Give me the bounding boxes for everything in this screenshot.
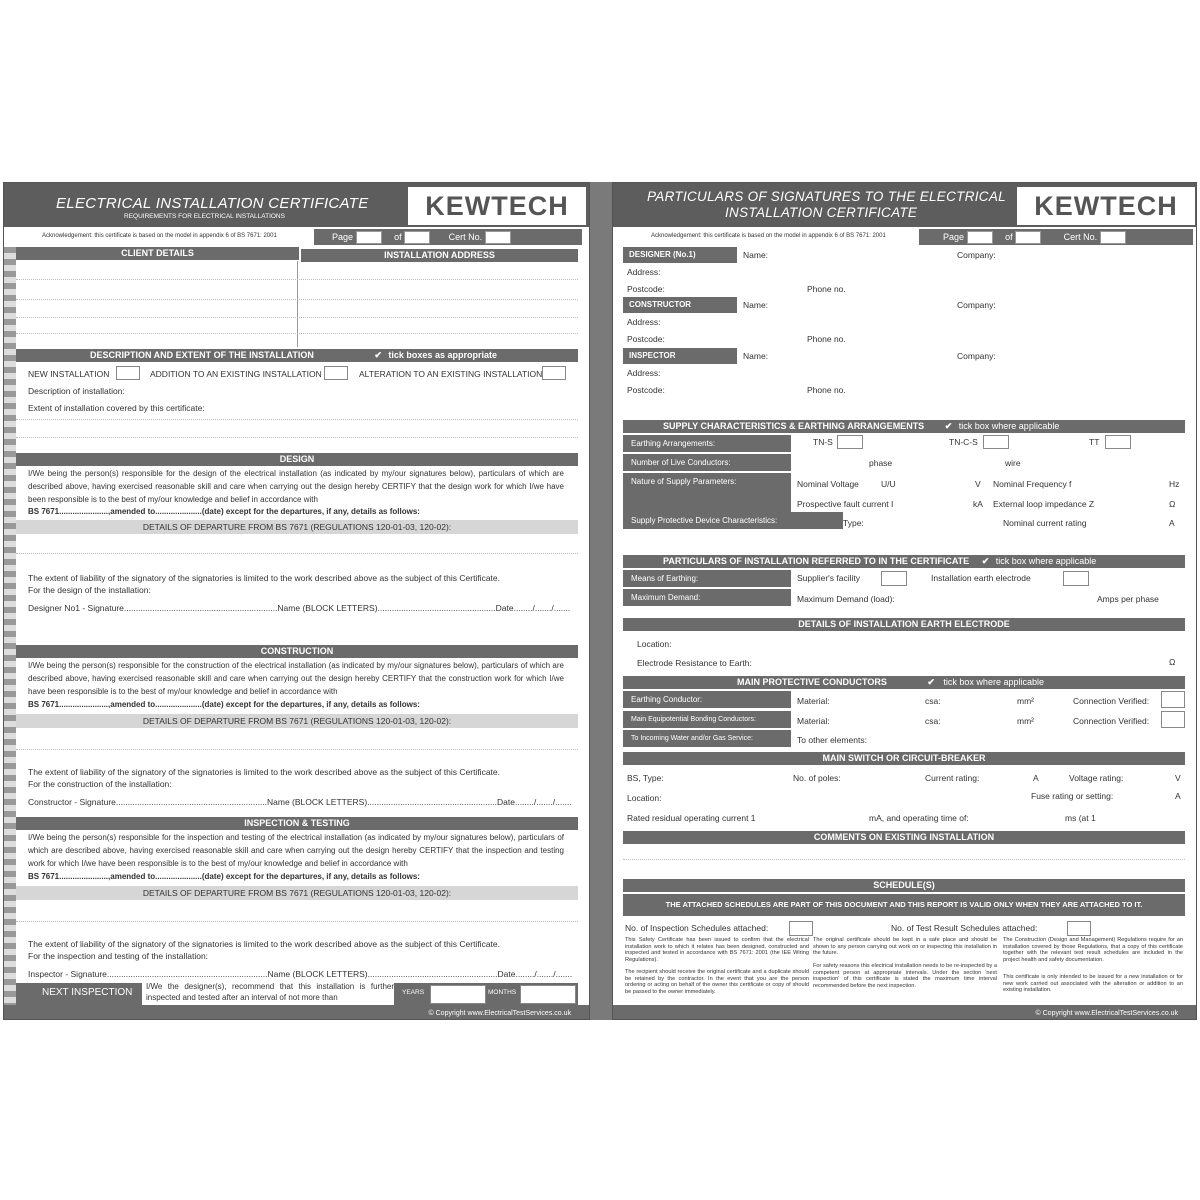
tick-boxes-label: tick boxes as appropriate (388, 350, 497, 360)
right-of-label: of (1005, 232, 1013, 242)
tns-checkbox[interactable] (837, 435, 863, 449)
right-page-label: Page (943, 232, 965, 242)
prospective-fault-label: Prospective fault current I (797, 499, 894, 509)
bs-type-label: BS, Type: (627, 773, 664, 783)
current-rating-label: Current rating: (925, 773, 980, 783)
right-of-field[interactable] (1015, 231, 1041, 244)
particulars-tick-icon: ✔ (981, 556, 990, 566)
design-liability-2: For the design of the installation: (28, 585, 151, 595)
extent-line-1[interactable] (16, 419, 578, 420)
inspection-departure-line[interactable] (16, 921, 578, 922)
bonding-csa-label: csa: (925, 716, 941, 726)
nominal-voltage-label: Nominal Voltage (797, 479, 859, 489)
current-rating-unit: A (1033, 773, 1039, 783)
mpc-tick-icon: ✔ (927, 677, 935, 687)
construction-liability-2: For the construction of the installation: (28, 779, 172, 789)
left-copyright: © Copyright www.ElectricalTestServices.co.uk (428, 1010, 571, 1017)
test-schedules-field[interactable] (1067, 921, 1091, 936)
inspector-address-label: Address: (627, 368, 661, 378)
months-label: MONTHS (488, 989, 517, 996)
nominal-current-label: Nominal current rating (1003, 518, 1087, 528)
signatures-particulars-sheet (612, 182, 1197, 1020)
addition-checkbox[interactable] (324, 366, 348, 380)
incoming-service-label: To Incoming Water and/or Gas Service: (623, 730, 791, 747)
design-statement: I/We being the person(s) responsible for the design of the electrical installation (as indicated by my/our signatures below), particulars of which are described above, having exercised reasonable skill and care when carrying out the design hereby CERTIFY that the design work for which I/we have been responsible is to the best of my/our knowledge and belief in accordance with (28, 469, 564, 504)
tncs-checkbox[interactable] (983, 435, 1009, 449)
switch-location-label: Location: (627, 793, 662, 803)
design-departure-line[interactable] (16, 553, 578, 554)
wire-label: wire (1005, 458, 1021, 468)
next-inspection-text: I/We the designer(s), recommend that this installation is further inspected and tested after an interval of not more than (146, 982, 394, 1002)
operating-time-label: mA, and operating time of: (869, 813, 969, 823)
external-loop-label: External loop impedance Z (993, 499, 1095, 509)
suppliers-facility-checkbox[interactable] (881, 571, 907, 586)
client-line-1[interactable] (16, 279, 578, 280)
supply-tick-label: tick box where applicable (958, 421, 1060, 431)
electrode-header: DETAILS OF INSTALLATION EARTH ELECTRODE (623, 618, 1185, 631)
client-divider (297, 261, 298, 347)
other-elements-label: To other elements: (797, 735, 867, 745)
new-installation-label: NEW INSTALLATION (28, 369, 110, 379)
design-header: DESIGN (16, 453, 578, 466)
note-cdm: The Construction (Design and Management) Regulations require for an installation covered by those Regulations, that a copy of this certificate together with the relevant test result schedules are included in the project health and safety documentation. (1003, 937, 1183, 963)
frequency-unit: Hz (1169, 479, 1180, 489)
tncs-label: TN-C-S (949, 437, 978, 447)
inspector-postcode-label: Postcode: (627, 385, 665, 395)
tt-label: TT (1089, 437, 1100, 447)
months-field[interactable] (520, 985, 576, 1004)
rated-residual-label: Rated residual operating current 1 (627, 813, 756, 823)
construction-departure-line[interactable] (16, 749, 578, 750)
earthing-connection-checkbox[interactable] (1161, 691, 1185, 708)
right-acknowledgement: Acknowledgement: this certificate is based on the model in appendix 6 of BS 7671: 2001 (651, 233, 886, 239)
installation-address-header: INSTALLATION ADDRESS (301, 249, 578, 262)
left-page-cert-bar (314, 229, 582, 245)
earthing-csa-label: csa: (925, 696, 941, 706)
description-label: Description of installation: (28, 386, 125, 396)
right-page-cert-bar (919, 229, 1193, 245)
current-unit: A (1169, 518, 1175, 528)
designer-name-label: Name: (743, 250, 769, 260)
of-field[interactable] (404, 231, 430, 244)
electrical-installation-certificate-sheet (3, 182, 590, 1020)
inspection-statement: I/We being the person(s) responsible for the inspection and testing of the electrical installation (as indicated by my/our signatures below), particulars of which are described above, having exercised reasonable skill and care when carrying out the design hereby CERTIFY that the inspection and testing work for which I/we have been responsible is to the best of my/our knowledge and belief in accordance with (28, 833, 564, 868)
design-liability-1: The extent of liability of the signatory of the signatories is limited to the work described above as the subject of this Certificate. (28, 573, 500, 583)
construction-departure-bar: DETAILS OF DEPARTURE FROM BS 7671 (REGULATIONS 120-01-03, 120-02): (16, 714, 578, 728)
cert-no-field[interactable] (485, 231, 511, 244)
inspector-phone-label: Phone no. (807, 385, 846, 395)
inspection-header: INSPECTION & TESTING (16, 817, 578, 830)
kewtech-logo-right: KEWTECH (1017, 187, 1195, 225)
constructor-signature-line[interactable]: Constructor - Signature................................................................Name (BLOCK LETTERS).......................................................Date......../......./....... (28, 797, 572, 807)
of-label: of (394, 232, 402, 242)
tt-checkbox[interactable] (1105, 435, 1131, 449)
ms-at-label: ms (at 1 (1065, 813, 1096, 823)
alteration-label: ALTERATION TO AN EXISTING INSTALLATION (359, 369, 543, 379)
supply-header (623, 420, 1185, 433)
next-inspection-label: NEXT INSPECTION (42, 987, 133, 998)
tns-label: TN-S (813, 437, 833, 447)
bonding-conductors-label: Main Equipotential Bonding Conductors: (623, 711, 791, 728)
voltage-rating-label: Voltage rating: (1069, 773, 1124, 783)
construction-statement: I/We being the person(s) responsible for the construction of the electrical installation (as indicated by my/our signatures below), particulars of which are described above, having exercised reasonable skill and care when carrying out the design hereby CERTIFY that the construction work for which I/we have been responsible is to the best of my/our knowledge and belief in accordance with (28, 661, 564, 696)
live-conductors-label: Number of Live Conductors: (623, 454, 791, 471)
left-edge-pattern (4, 247, 16, 1007)
design-bs-line: BS 7671......................,amended to.....................(date) except for the departures, if any, details as follows: (28, 507, 420, 516)
nature-supply-label: Nature of Supply Parameters: (623, 473, 791, 513)
max-demand-load-label: Maximum Demand (load): (797, 594, 895, 604)
page-label: Page (332, 232, 354, 242)
right-header (613, 183, 1196, 227)
right-page-field[interactable] (967, 231, 993, 244)
comments-line[interactable] (623, 859, 1185, 860)
poles-label: No. of poles: (793, 773, 841, 783)
particulars-header-label: PARTICULARS OF INSTALLATION REFERRED TO IN THE CERTIFICATE (663, 556, 970, 566)
earthing-mm2-unit: mm² (1017, 696, 1034, 706)
construction-header: CONSTRUCTION (16, 645, 578, 658)
comments-header: COMMENTS ON EXISTING INSTALLATION (623, 831, 1185, 844)
resistance-ohm-unit: Ω (1169, 657, 1176, 667)
sheet-gutter (590, 182, 612, 1020)
client-line-4[interactable] (16, 333, 578, 334)
electrode-resistance-label: Electrode Resistance to Earth: (637, 658, 752, 668)
mpc-tick-label: tick box where applicable (943, 677, 1044, 687)
right-copyright: © Copyright www.ElectricalTestServices.co.uk (1035, 1010, 1178, 1017)
note-intended: This certificate is only intended to be issued for a new installation or for new work carried out associated with the alteration or addition to an existing installation. (1003, 974, 1183, 994)
kewtech-logo: KEWTECH (408, 187, 586, 225)
client-line-2[interactable] (16, 299, 578, 300)
voltage-unit: V (975, 479, 981, 489)
max-demand-label: Maximum Demand: (623, 589, 791, 606)
description-header-label: DESCRIPTION AND EXTENT OF THE INSTALLATION (90, 350, 314, 360)
right-cert-label: Cert No. (1063, 232, 1098, 242)
suppliers-facility-label: Supplier's facility (797, 573, 861, 583)
designer-signature-line[interactable]: Designer No1 - Signature.................................................................Name (BLOCK LETTERS)..................................................Date......../......./....... (28, 603, 571, 613)
left-acknowledgement: Acknowledgement: this certificate is based on the model in appendix 6 of BS 7671: 2001 (42, 233, 277, 239)
addition-label: ADDITION TO AN EXISTING INSTALLATION (150, 369, 322, 379)
client-line-3[interactable] (16, 317, 578, 318)
cert-label: Cert No. (448, 232, 483, 242)
bonding-connection-verified-label: Connection Verified: (1073, 716, 1150, 726)
tick-icon: ✔ (374, 350, 382, 360)
designer-address-label: Address: (627, 267, 661, 277)
constructor-label: CONSTRUCTOR (623, 297, 737, 313)
earthing-material-label: Material: (797, 696, 830, 706)
inspection-schedules-field[interactable] (789, 921, 813, 936)
schedules-header: SCHEDULE(S) (623, 879, 1185, 892)
construction-bs-line: BS 7671......................,amended to.....................(date) except for the departures, if any, details as follows: (28, 700, 420, 709)
main-switch-header: MAIN SWITCH OR CIRCUIT-BREAKER (623, 752, 1185, 765)
test-schedules-label: No. of Test Result Schedules attached: (891, 923, 1038, 933)
nominal-frequency-label: Nominal Frequency f (993, 479, 1072, 489)
phase-label: phase (869, 458, 893, 468)
earthing-conductor-label: Earthing Conductor: (623, 691, 791, 708)
inspection-liability-2: For the inspection and testing of the installation: (28, 951, 209, 961)
fuse-rating-unit: A (1175, 791, 1181, 801)
ohm-unit: Ω (1169, 499, 1176, 509)
designer-postcode-label: Postcode: (627, 284, 665, 294)
note-safety: For safety reasons this electrical installation needs to be re-inspected by a competent person at appropriate intervals. Under the section 'next inspection' of this certificate is stated the maximum time interval recommended before the next inspection. (813, 963, 997, 989)
note-original: The original certificate should be kept in a safe place and should be shown to any person carrying out work on or inspecting this installation in the future. (813, 937, 997, 957)
designer-company-label: Company: (957, 250, 996, 260)
constructor-name-label: Name: (743, 300, 769, 310)
description-header (16, 349, 578, 362)
extent-label: Extent of installation covered by this certificate: (28, 403, 205, 413)
means-earthing-label: Means of Earthing: (623, 570, 791, 587)
electrode-location-label: Location: (637, 639, 672, 649)
inspection-departure-bar: DETAILS OF DEPARTURE FROM BS 7671 (REGULATIONS 120-01-03, 120-02): (16, 886, 578, 900)
alteration-checkbox[interactable] (542, 366, 566, 380)
constructor-postcode-label: Postcode: (627, 334, 665, 344)
bonding-material-label: Material: (797, 716, 830, 726)
particulars-tick-label: tick box where applicable (995, 556, 1097, 566)
note-recipient: The recipient should receive the original certificate and a duplicate should be retained by the contractor. In the event that you are the person ordering or acting on behalf of the owner this certificate or copy of should be passed to the owner immediately. (625, 969, 809, 995)
years-field[interactable] (430, 985, 486, 1004)
left-header (4, 183, 589, 227)
protective-device-label: Supply Protective Device Characteristics: (623, 512, 843, 529)
installation-electrode-label: Installation earth electrode (931, 573, 1031, 583)
bonding-connection-checkbox[interactable] (1161, 711, 1185, 728)
left-title: ELECTRICAL INSTALLATION CERTIFICATE (56, 195, 369, 212)
construction-liability-1: The extent of liability of the signatory of the signatories is limited to the work described above as the subject of this Certificate. (28, 767, 500, 777)
client-details-header: CLIENT DETAILS (16, 247, 299, 260)
inspector-label: INSPECTOR (623, 348, 737, 364)
right-title-line-2: INSTALLATION CERTIFICATE (725, 205, 918, 220)
inspection-liability-1: The extent of liability of the signatory of the signatories is limited to the work described above as the subject of this Certificate. (28, 939, 500, 949)
mpc-header-label: MAIN PROTECTIVE CONDUCTORS (737, 677, 887, 687)
attached-note: THE ATTACHED SCHEDULES ARE PART OF THIS DOCUMENT AND THIS REPORT IS VALID ONLY WHEN THEY ARE ATTACHED TO IT. (623, 894, 1185, 916)
installation-electrode-checkbox[interactable] (1063, 571, 1089, 586)
inspection-bs-line: BS 7671......................,amended to.....................(date) except for the departures, if any, details as follows: (28, 872, 420, 881)
page-field[interactable] (356, 231, 382, 244)
right-title-line-1: PARTICULARS OF SIGNATURES TO THE ELECTRICAL (647, 189, 1006, 204)
earthing-connection-verified-label: Connection Verified: (1073, 696, 1150, 706)
ka-unit: kA (973, 499, 983, 509)
designer-label: DESIGNER (No.1) (623, 247, 737, 263)
supply-header-label: SUPPLY CHARACTERISTICS & EARTHING ARRANGEMENTS (663, 421, 925, 431)
inspector-company-label: Company: (957, 351, 996, 361)
inspector-signature-line[interactable]: Inspector - Signature....................................................................Name (BLOCK LETTERS).......................................................Date......../......./....... (28, 969, 573, 979)
mpc-header (623, 676, 1185, 689)
amps-per-phase-label: Amps per phase (1097, 594, 1159, 604)
constructor-company-label: Company: (957, 300, 996, 310)
constructor-phone-label: Phone no. (807, 334, 846, 344)
design-departure-bar: DETAILS OF DEPARTURE FROM BS 7671 (REGULATIONS 120-01-03, 120-02): (16, 520, 578, 534)
u-uo-label: U/U (881, 479, 896, 489)
note-issued: This Safety Certificate has been issued to confirm that the electrical installation work to which it relates has been designed, constructed and inspected and tested in accordance with BS 7671: 2001 (the IEE Wiring Regulations). (625, 937, 809, 963)
extent-line-2[interactable] (16, 437, 578, 438)
years-label: YEARS (402, 989, 425, 996)
bonding-mm2-unit: mm² (1017, 716, 1034, 726)
right-cert-no-field[interactable] (1100, 231, 1126, 244)
type-label: Type: (843, 518, 864, 528)
supply-tick-icon: ✔ (944, 421, 953, 431)
inspector-name-label: Name: (743, 351, 769, 361)
voltage-rating-unit: V (1175, 773, 1181, 783)
left-subtitle: REQUIREMENTS FOR ELECTRICAL INSTALLATIONS (124, 213, 285, 220)
inspection-schedules-label: No. of Inspection Schedules attached: (625, 923, 769, 933)
particulars-header (623, 555, 1185, 568)
constructor-address-label: Address: (627, 317, 661, 327)
new-installation-checkbox[interactable] (116, 366, 140, 380)
fuse-rating-label: Fuse rating or setting: (1031, 791, 1114, 801)
earthing-arrangements-label: Earthing Arrangements: (623, 435, 791, 452)
designer-phone-label: Phone no. (807, 284, 846, 294)
